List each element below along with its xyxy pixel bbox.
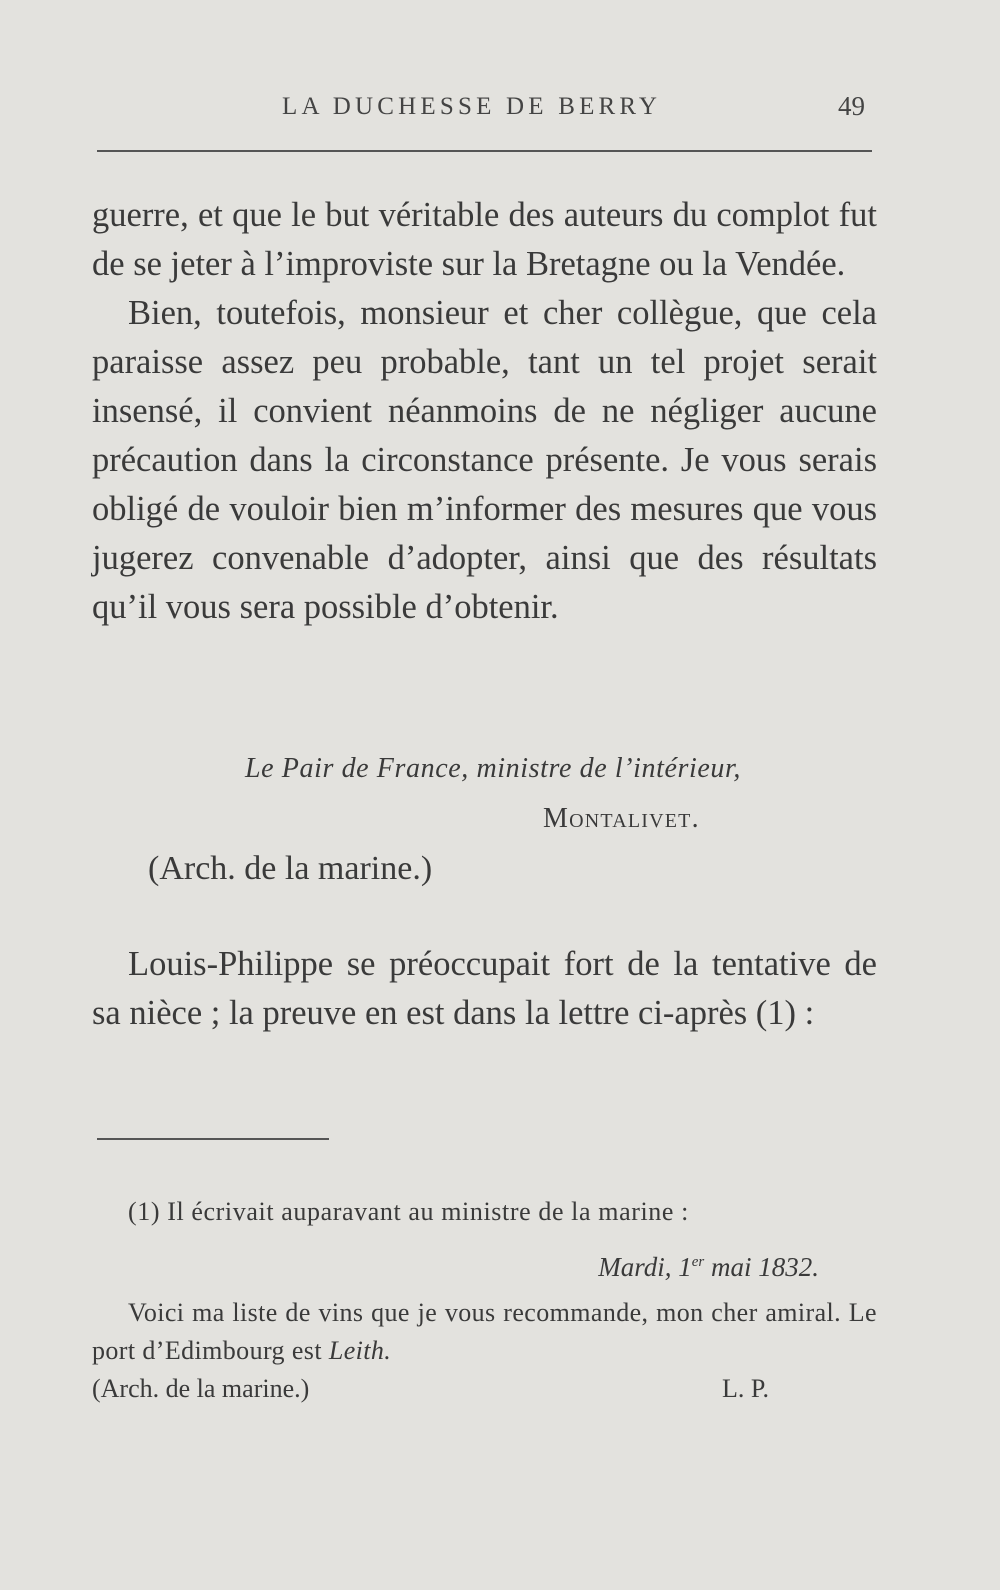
header-rule <box>97 150 872 152</box>
footnote-initials: L. P. <box>722 1374 769 1403</box>
paragraph: Bien, toutefois, monsieur et cher collègue, que cela paraisse assez peu probable, tant un tel projet serait insensé, il convient néanmoins de ne négliger aucune précaution dans la circonstance présente. Je vous serais obligé de vouloir bien m’informer des mesures que vous jugerez convenable d’adopter, ainsi que des résultats qu’il vous sera possible d’obtenir. <box>92 294 877 626</box>
page-number: 49 <box>838 91 865 121</box>
footnote-closing <box>92 1370 877 1408</box>
main-text <box>92 191 877 632</box>
footnote-date-superscript: er <box>691 1254 705 1270</box>
footnote-date <box>92 1243 877 1286</box>
footnote-source: (Arch. de la marine.) <box>92 1374 310 1403</box>
footnote-letter-italic: Leith. <box>328 1336 392 1365</box>
footnote-intro: (1) Il écrivait auparavant au ministre de la marine : <box>128 1197 689 1226</box>
footnote-date-suffix: mai 1832. <box>704 1252 819 1282</box>
paragraph-continuation: guerre, et que le but véritable des auteurs du complot fut de se jeter à l’improviste sur la Bretagne ou la Vendée. <box>92 196 877 283</box>
footnote-rule <box>97 1138 329 1140</box>
signatory-name: Montalivet. <box>543 803 700 834</box>
footnote-date-prefix: Mardi, 1 <box>598 1252 692 1282</box>
footnote-letter-text: Voici ma liste de vins que je vous recommande, mon cher amiral. Le port d’Edimbourg est <box>92 1298 877 1365</box>
footnote-letter <box>92 1294 877 1370</box>
signatory-title: Le Pair de France, ministre de l’intérieur, <box>245 753 742 784</box>
footnote <box>92 1193 877 1408</box>
main-text-continued <box>92 940 877 1038</box>
paragraph: Louis-Philippe se préoccupait fort de la tentative de sa nièce ; la preuve en est dans la lettre ci-après (1) : <box>92 945 877 1032</box>
running-header-title: LA DUCHESSE DE BERRY <box>282 93 662 120</box>
archive-source-note: (Arch. de la marine.) <box>148 850 433 887</box>
